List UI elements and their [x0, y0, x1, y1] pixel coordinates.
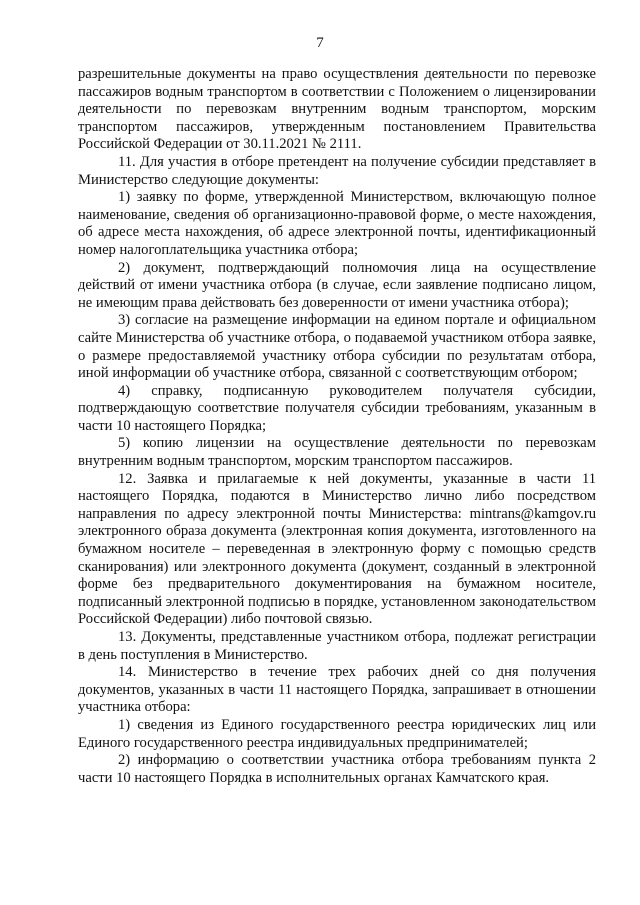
document-body	[78, 66, 596, 787]
paragraph-item-2: 2) документ, подтверждающий полномочия лица на осуществление действий от имени участника отбора (в случае, если заявление подписано лицом, не имеющим права действовать без доверенности от имени участника отбора);	[78, 259, 596, 311]
paragraph-item-5: 5) копию лицензии на осуществление деятельности по перевозкам внутренним водным транспортом, морским транспортом пассажиров.	[78, 435, 596, 470]
paragraph-item-3: 3) согласие на размещение информации на едином портале и официальном сайте Министерства об участнике отбора, о подаваемой участником отбора заявке, о размере предоставляемой участнику отбора субсидии по результатам отбора, иной информации об участнике отбора, связанной с соответствующим отбором;	[78, 312, 596, 382]
paragraph-section-13: 13. Документы, представленные участником отбора, подлежат регистрации в день поступления в Министерство.	[78, 629, 596, 663]
paragraph-request-item-2: 2) информацию о соответствии участника отбора требованиям пункта 2 части 10 настоящего Порядка в исполнительных органах Камчатского края.	[78, 752, 596, 786]
paragraph-section-11: 11. Для участия в отборе претендент на получение субсидии представляет в Министерство следующие документы:	[78, 153, 596, 188]
paragraph-item-4: 4) справку, подписанную руководителем получателя субсидии, подтверждающую соответствие получателя субсидии требованиям, указанным в части 10 настоящего Порядка;	[78, 382, 596, 434]
paragraph-continuation: разрешительные документы на право осуществления деятельности по перевозке пассажиров водным транспортом в соответствии с Положением о лицензировании деятельности по перевозкам внутренним водным транспортом, морским транспортом пассажиров, утвержденным постановлением Правительства Российской Федерации от 30.11.2021 № 2111.	[78, 66, 596, 153]
page-number: 7	[316, 35, 324, 51]
paragraph-section-14: 14. Министерство в течение трех рабочих дней со дня получения документов, указанных в части 11 настоящего Порядка, запрашивает в отношении участника отбора:	[78, 664, 596, 716]
paragraph-section-12: 12. Заявка и прилагаемые к ней документы, указанные в части 11 настоящего Порядка, подаются в Министерство лично либо посредством направления по адресу электронной почты Министерства: mintrans@kamgov.ru электронного образа документа (электронная копия документа, изготовленного на бумажном носителе – переведенная в электронную форму с помощью средств сканирования) или электронного документа (документ, созданный в электронной форме без предварительного документирования на бумажном носителе, подписанный электронной подписью в порядке, установленном законодательством Российской Федерации) либо почтовой связью.	[78, 470, 596, 628]
paragraph-request-item-1: 1) сведения из Единого государственного реестра юридических лиц или Единого государственного реестра индивидуальных предпринимателей;	[78, 716, 596, 751]
paragraph-item-1: 1) заявку по форме, утвержденной Министерством, включающую полное наименование, сведения об организационно-правовой форме, о месте нахождения, об адресе места нахождения, об адресе электронной почты, идентификационный номер налогоплательщика участника отбора;	[78, 189, 596, 258]
